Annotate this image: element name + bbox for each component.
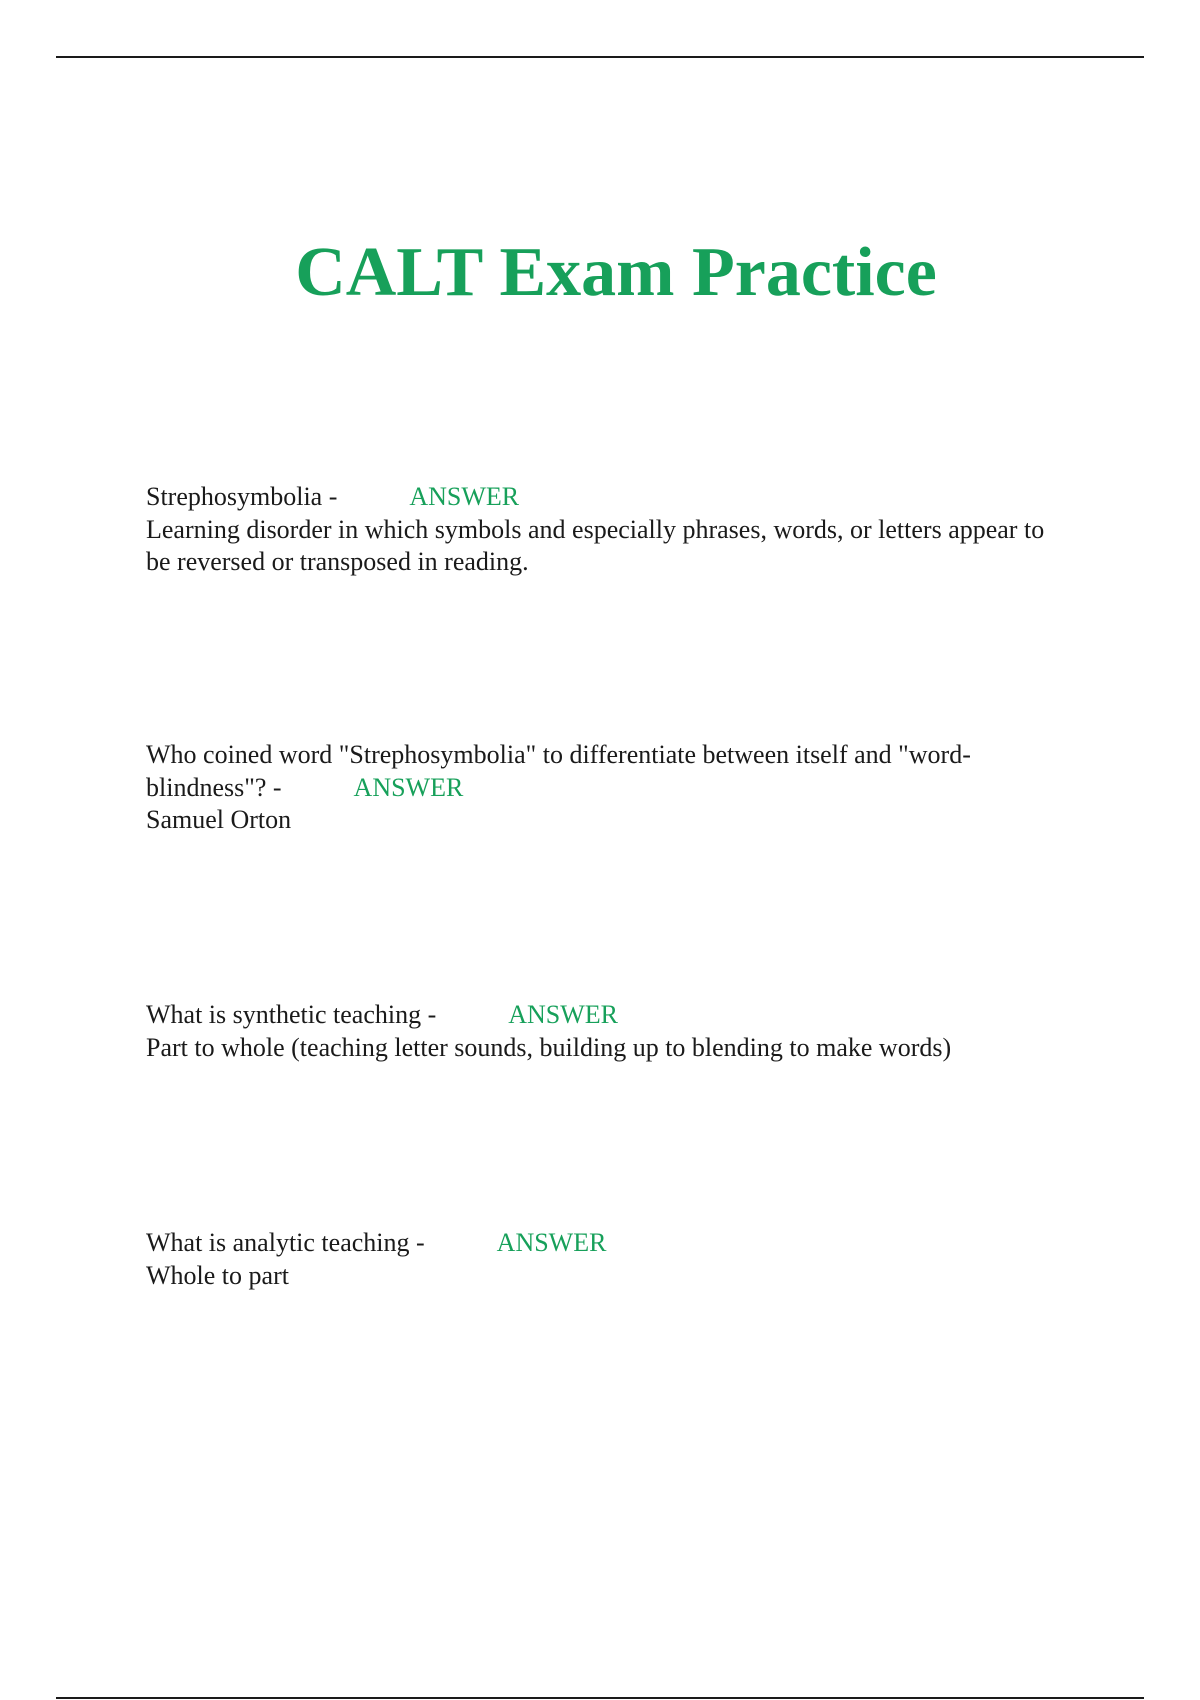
top-rule — [56, 56, 1144, 58]
qa-item — [146, 481, 1066, 579]
answer-text: Whole to part — [146, 1260, 289, 1290]
question-text: What is synthetic teaching - — [146, 1000, 437, 1029]
qa-item — [146, 1227, 1066, 1292]
question-text: Who coined word "Strephosymbolia" to differentiate between itself and "word-blindness"? - — [146, 740, 971, 802]
answer-text: Samuel Orton — [146, 805, 292, 834]
qa-item — [146, 739, 1066, 837]
answer-label: ANSWER — [508, 1000, 619, 1029]
question-text: What is analytic teaching - — [146, 1228, 425, 1257]
answer-label: ANSWER — [353, 772, 464, 802]
question-text: Strephosymbolia - — [146, 482, 338, 511]
answer-label: ANSWER — [496, 1228, 607, 1257]
qa-item — [146, 999, 1066, 1064]
bottom-rule — [56, 1697, 1144, 1699]
answer-text: Learning disorder in which symbols and especially phrases, words, or letters appear to be reversed or transposed in reading. — [146, 514, 1045, 576]
document-title: CALT Exam Practice — [295, 234, 937, 311]
answer-label: ANSWER — [409, 482, 520, 511]
answer-text: Part to whole (teaching letter sounds, building up to blending to make words) — [146, 1032, 952, 1062]
